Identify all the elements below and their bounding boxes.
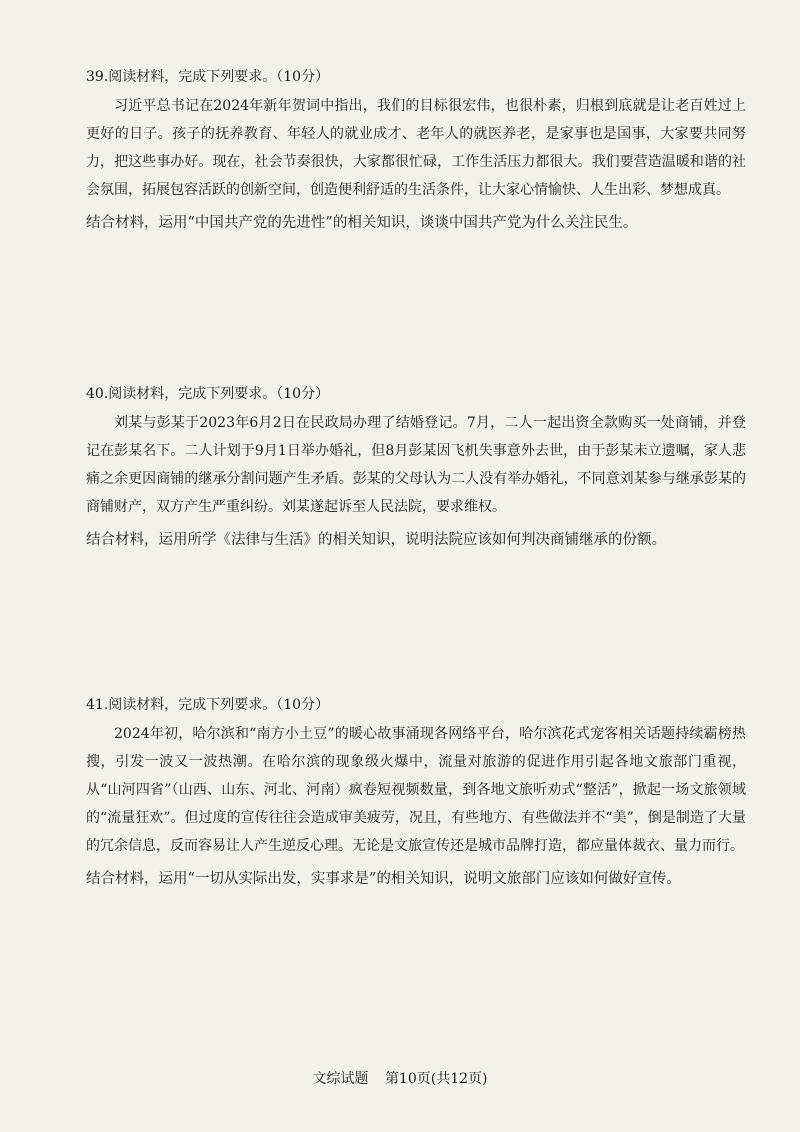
question-task: 结合材料，运用所学《法律与生活》的相关知识，说明法院应该如何判决商铺继承的份额。 [86,532,666,548]
question-task: 结合材料，运用“中国共产党的先进性”的相关知识，谈谈中国共产党为什么关注民生。 [86,215,638,231]
question-material: 习近平总书记在2024年新年贺词中指出，我们的目标很宏伟，也很朴素，归根到底就是让老百姓过上更好的日子。孩子的抚养教育、年轻人的就业成才、老年人的就医养老，是家事也是国事，大家要共同努力，把这些事办好。现在，社会节奏很快，大家都很忙碌，工作生活压力都很大。我们要营造温暖和谐的社会氛围，拓展包容活跃的创新空间，创造便利舒适的生活条件，让大家心情愉快、人生出彩、梦想成真。 [86,98,746,198]
question-heading: 41.阅读材料，完成下列要求。（10分） [86,697,330,713]
question-40 [86,383,746,553]
question-heading: 39.阅读材料，完成下列要求。（10分） [86,69,330,85]
question-39 [86,66,746,236]
footer-page-number: 第10页(共12页) [384,1071,488,1087]
question-task: 结合材料，运用“一切从实际出发，实事求是”的相关知识，说明文旅部门应该如何做好宣传。 [86,871,681,887]
question-material: 刘某与彭某于2023年6月2日在民政局办理了结婚登记。7月，二人一起出资全款购买一处商铺，并登记在彭某名下。二人计划于9月1日举办婚礼，但8月彭某因飞机失事意外去世，由于彭某未立遗嘱，家人悲痛之余更因商铺的继承分割问题产生矛盾。彭某的父母认为二人没有举办婚礼，不同意刘某参与继承彭某的商铺财产，双方产生严重纠纷。刘某遂起诉至人民法院，要求维权。 [86,415,746,515]
question-heading: 40.阅读材料，完成下列要求。（10分） [86,386,330,402]
page-footer [0,1068,800,1088]
question-41 [86,694,746,892]
question-material: 2024年初，哈尔滨和“南方小土豆”的暖心故事涌现各网络平台，哈尔滨花式宠客相关话题持续霸榜热搜，引发一波又一波热潮。在哈尔滨的现象级火爆中，流量对旅游的促进作用引起各地文旅部门重视，从“山河四省”（山西、山东、河北、河南）疯卷短视频数量，到各地文旅听劝式“整活”，掀起一场文旅领域的“流量狂欢”。但过度的宣传往往会造成审美疲劳，况且，有些地方、有些做法并不“美”，倒是制造了大量的冗余信息，反而容易让人产生逆反心理。无论是文旅宣传还是城市品牌打造，都应量体裁衣、量力而行。 [86,726,746,854]
footer-subject: 文综试题 [312,1071,369,1087]
